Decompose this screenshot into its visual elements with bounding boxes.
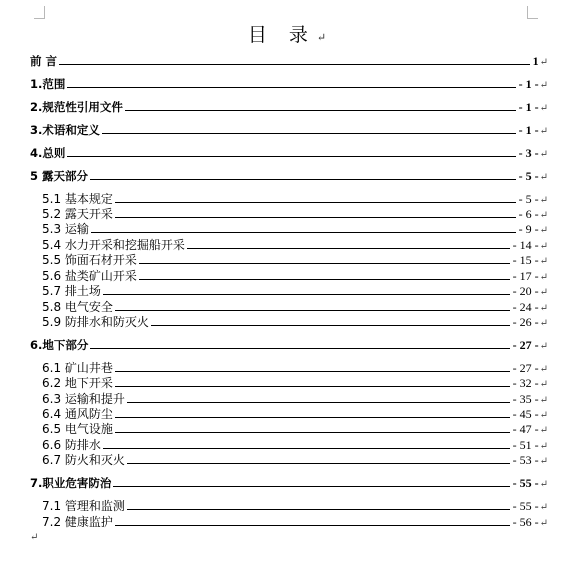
toc-entry-label: 6.5 电气设施 <box>42 422 113 436</box>
paragraph-mark-icon: ↵ <box>539 379 548 390</box>
paragraph-mark-icon: ↵ <box>539 479 548 490</box>
toc-leader-line <box>115 432 510 433</box>
toc-subentry[interactable] <box>42 190 548 206</box>
toc-entry-label: 5.7 排土场 <box>42 284 101 298</box>
toc-subentry[interactable] <box>42 298 548 314</box>
paragraph-mark-icon: ↵ <box>539 225 548 236</box>
paragraph-mark-icon: ↵ <box>316 31 327 44</box>
paragraph-mark-icon: ↵ <box>539 341 548 352</box>
paragraph-mark-icon: ↵ <box>539 195 548 206</box>
toc-entry-label: 7.2 健康监护 <box>42 515 113 529</box>
toc-entry-page: - 27 - <box>512 361 539 375</box>
toc-entry-page: - 45 - <box>512 407 539 421</box>
toc-heading-entry[interactable] <box>30 167 548 183</box>
toc-subentry[interactable] <box>42 497 548 513</box>
toc-entry-label: 6.2 地下开采 <box>42 376 113 390</box>
toc-entry-label: 前 言 <box>30 54 58 68</box>
toc-subentry[interactable] <box>42 420 548 436</box>
toc-entry-page: - 9 - <box>518 222 539 236</box>
paragraph-mark-icon: ↵ <box>539 456 548 467</box>
toc-entry-label: 5.8 电气安全 <box>42 300 113 314</box>
toc-entry-page: - 55 - <box>512 476 539 490</box>
paragraph-mark-icon: ↵ <box>539 241 548 252</box>
toc-heading-entry[interactable] <box>30 121 548 137</box>
toc-leader-line <box>115 371 510 372</box>
toc-subentry[interactable] <box>42 282 548 298</box>
toc-entry-page: - 15 - <box>512 253 539 267</box>
toc-entry-page: - 1 - <box>518 123 539 137</box>
toc-entry-page: - 53 - <box>512 453 539 467</box>
toc-entry-page: 1 <box>532 54 539 68</box>
toc-entry-page: - 56 - <box>512 515 539 529</box>
paragraph-mark-icon: ↵ <box>539 425 548 436</box>
toc-subentry[interactable] <box>42 513 548 529</box>
paragraph-mark-icon: ↵ <box>539 410 548 421</box>
paragraph-mark-icon: ↵ <box>539 57 548 68</box>
toc-entry-label: 6.1 矿山井巷 <box>42 361 113 375</box>
toc-entry-label: 6.7 防火和灭火 <box>42 453 125 467</box>
toc-leader-line <box>115 417 510 418</box>
toc-entry-page: - 5 - <box>518 192 539 206</box>
toc-entry-page: - 27 - <box>512 338 539 352</box>
toc-subentry[interactable] <box>42 359 548 375</box>
toc-entry-page: - 26 - <box>512 315 539 329</box>
paragraph-mark-icon: ↵ <box>539 441 548 452</box>
toc-subentry[interactable] <box>42 205 548 221</box>
toc-subentry[interactable] <box>42 267 548 283</box>
paragraph-mark-icon: ↵ <box>539 287 548 298</box>
toc-leader-line <box>127 402 510 403</box>
toc-leader-line <box>102 133 516 134</box>
toc-subentry[interactable] <box>42 451 548 467</box>
toc-entry-label: 6.地下部分 <box>30 338 89 352</box>
paragraph-mark-icon: ↵ <box>539 272 548 283</box>
toc-entry-label: 6.6 防排水 <box>42 438 101 452</box>
paragraph-mark-icon: ↵ <box>539 518 548 529</box>
toc-entry-page: - 51 - <box>512 438 539 452</box>
paragraph-mark-icon: ↵ <box>539 126 548 137</box>
toc-leader-line <box>103 294 510 295</box>
paragraph-mark-icon: ↵ <box>539 256 548 267</box>
paragraph-mark-icon: ↵ <box>539 303 548 314</box>
toc-entry-page: - 17 - <box>512 269 539 283</box>
toc-leader-line <box>187 248 510 249</box>
paragraph-mark-icon: ↵ <box>539 80 548 91</box>
paragraph-mark-icon: ↵ <box>539 149 548 160</box>
toc-entry-page: - 5 - <box>518 169 539 183</box>
paragraph-mark-icon: ↵ <box>539 364 548 375</box>
page-corner-mark-left <box>34 6 45 19</box>
toc-leader-line <box>115 310 510 311</box>
toc-entry-label: 5.1 基本规定 <box>42 192 113 206</box>
toc-entry-page: - 6 - <box>518 207 539 221</box>
toc-leader-line <box>115 217 516 218</box>
toc-entry-label: 4.总则 <box>30 146 66 160</box>
toc-entry-page: - 47 - <box>512 422 539 436</box>
toc-title-text: 目 录 <box>247 24 316 46</box>
paragraph-mark-icon: ↵ <box>539 318 548 329</box>
toc-heading-entry[interactable] <box>30 75 548 91</box>
toc-subentry[interactable] <box>42 436 548 452</box>
toc-entry-label: 5.6 盐类矿山开采 <box>42 269 137 283</box>
toc-leader-line <box>59 64 530 65</box>
toc-entry-page: - 20 - <box>512 284 539 298</box>
toc-leader-line <box>113 486 509 487</box>
toc-entry-label: 7.职业危害防治 <box>30 476 112 490</box>
toc-leader-line <box>115 202 516 203</box>
toc-leader-line <box>90 179 516 180</box>
toc-entry-page: - 1 - <box>518 77 539 91</box>
toc-entry-page: - 32 - <box>512 376 539 390</box>
paragraph-mark-icon: ↵ <box>539 210 548 221</box>
toc-leader-line <box>151 325 510 326</box>
toc-leader-line <box>90 348 509 349</box>
toc-leader-line <box>127 463 510 464</box>
toc-entry-page: - 35 - <box>512 392 539 406</box>
toc-entry-page: - 3 - <box>518 146 539 160</box>
toc-leader-line <box>139 263 510 264</box>
toc-subentry[interactable] <box>42 405 548 421</box>
toc-entry-label: 1.范围 <box>30 77 66 91</box>
toc-entry-label: 6.4 通风防尘 <box>42 407 113 421</box>
toc-entry-label: 5.2 露天开采 <box>42 207 113 221</box>
toc-heading-entry[interactable] <box>30 474 548 490</box>
toc-entry-label: 5.5 饰面石材开采 <box>42 253 137 267</box>
toc-entry-label: 6.3 运输和提升 <box>42 392 125 406</box>
toc-leader-line <box>127 509 510 510</box>
toc-leader-line <box>67 87 515 88</box>
toc-entry-label: 5 露天部分 <box>30 169 89 183</box>
toc-entry-page: - 14 - <box>512 238 539 252</box>
toc-heading-entry[interactable] <box>30 336 548 352</box>
toc-heading-entry[interactable] <box>30 98 548 114</box>
toc-leader-line <box>125 110 516 111</box>
toc-entry-label: 5.3 运输 <box>42 222 89 236</box>
paragraph-mark-icon: ↵ <box>539 172 548 183</box>
paragraph-mark-icon: ↵ <box>539 502 548 513</box>
toc-leader-line <box>103 448 510 449</box>
toc-entry-page: - 24 - <box>512 300 539 314</box>
paragraph-mark-icon: ↵ <box>30 532 39 543</box>
paragraph-mark-icon: ↵ <box>539 103 548 114</box>
toc-heading-entry[interactable] <box>30 144 548 160</box>
toc-subentry[interactable] <box>42 374 548 390</box>
toc-entry-label: 3.术语和定义 <box>30 123 100 137</box>
toc-leader-line <box>115 525 510 526</box>
toc-leader-line <box>67 156 515 157</box>
toc-heading-entry[interactable] <box>30 52 548 68</box>
toc-subentry[interactable] <box>42 313 548 329</box>
toc-subentry[interactable] <box>42 390 548 406</box>
toc-entry-label: 2.规范性引用文件 <box>30 100 123 114</box>
toc-entry-page: - 55 - <box>512 499 539 513</box>
toc-subentry[interactable] <box>42 236 548 252</box>
toc-entry-label: 7.1 管理和监测 <box>42 499 125 513</box>
page-corner-mark-right <box>527 6 538 19</box>
toc-subentry[interactable] <box>42 251 548 267</box>
toc-leader-line <box>91 232 516 233</box>
toc-entry-label: 5.4 水力开采和挖掘船开采 <box>42 238 185 252</box>
toc-title <box>0 20 574 47</box>
toc-leader-line <box>139 279 510 280</box>
paragraph-mark-icon: ↵ <box>539 395 548 406</box>
toc-leader-line <box>115 386 510 387</box>
toc-subentry[interactable] <box>42 220 548 236</box>
toc-entry-label: 5.9 防排水和防灭火 <box>42 315 149 329</box>
toc-entry-page: - 1 - <box>518 100 539 114</box>
